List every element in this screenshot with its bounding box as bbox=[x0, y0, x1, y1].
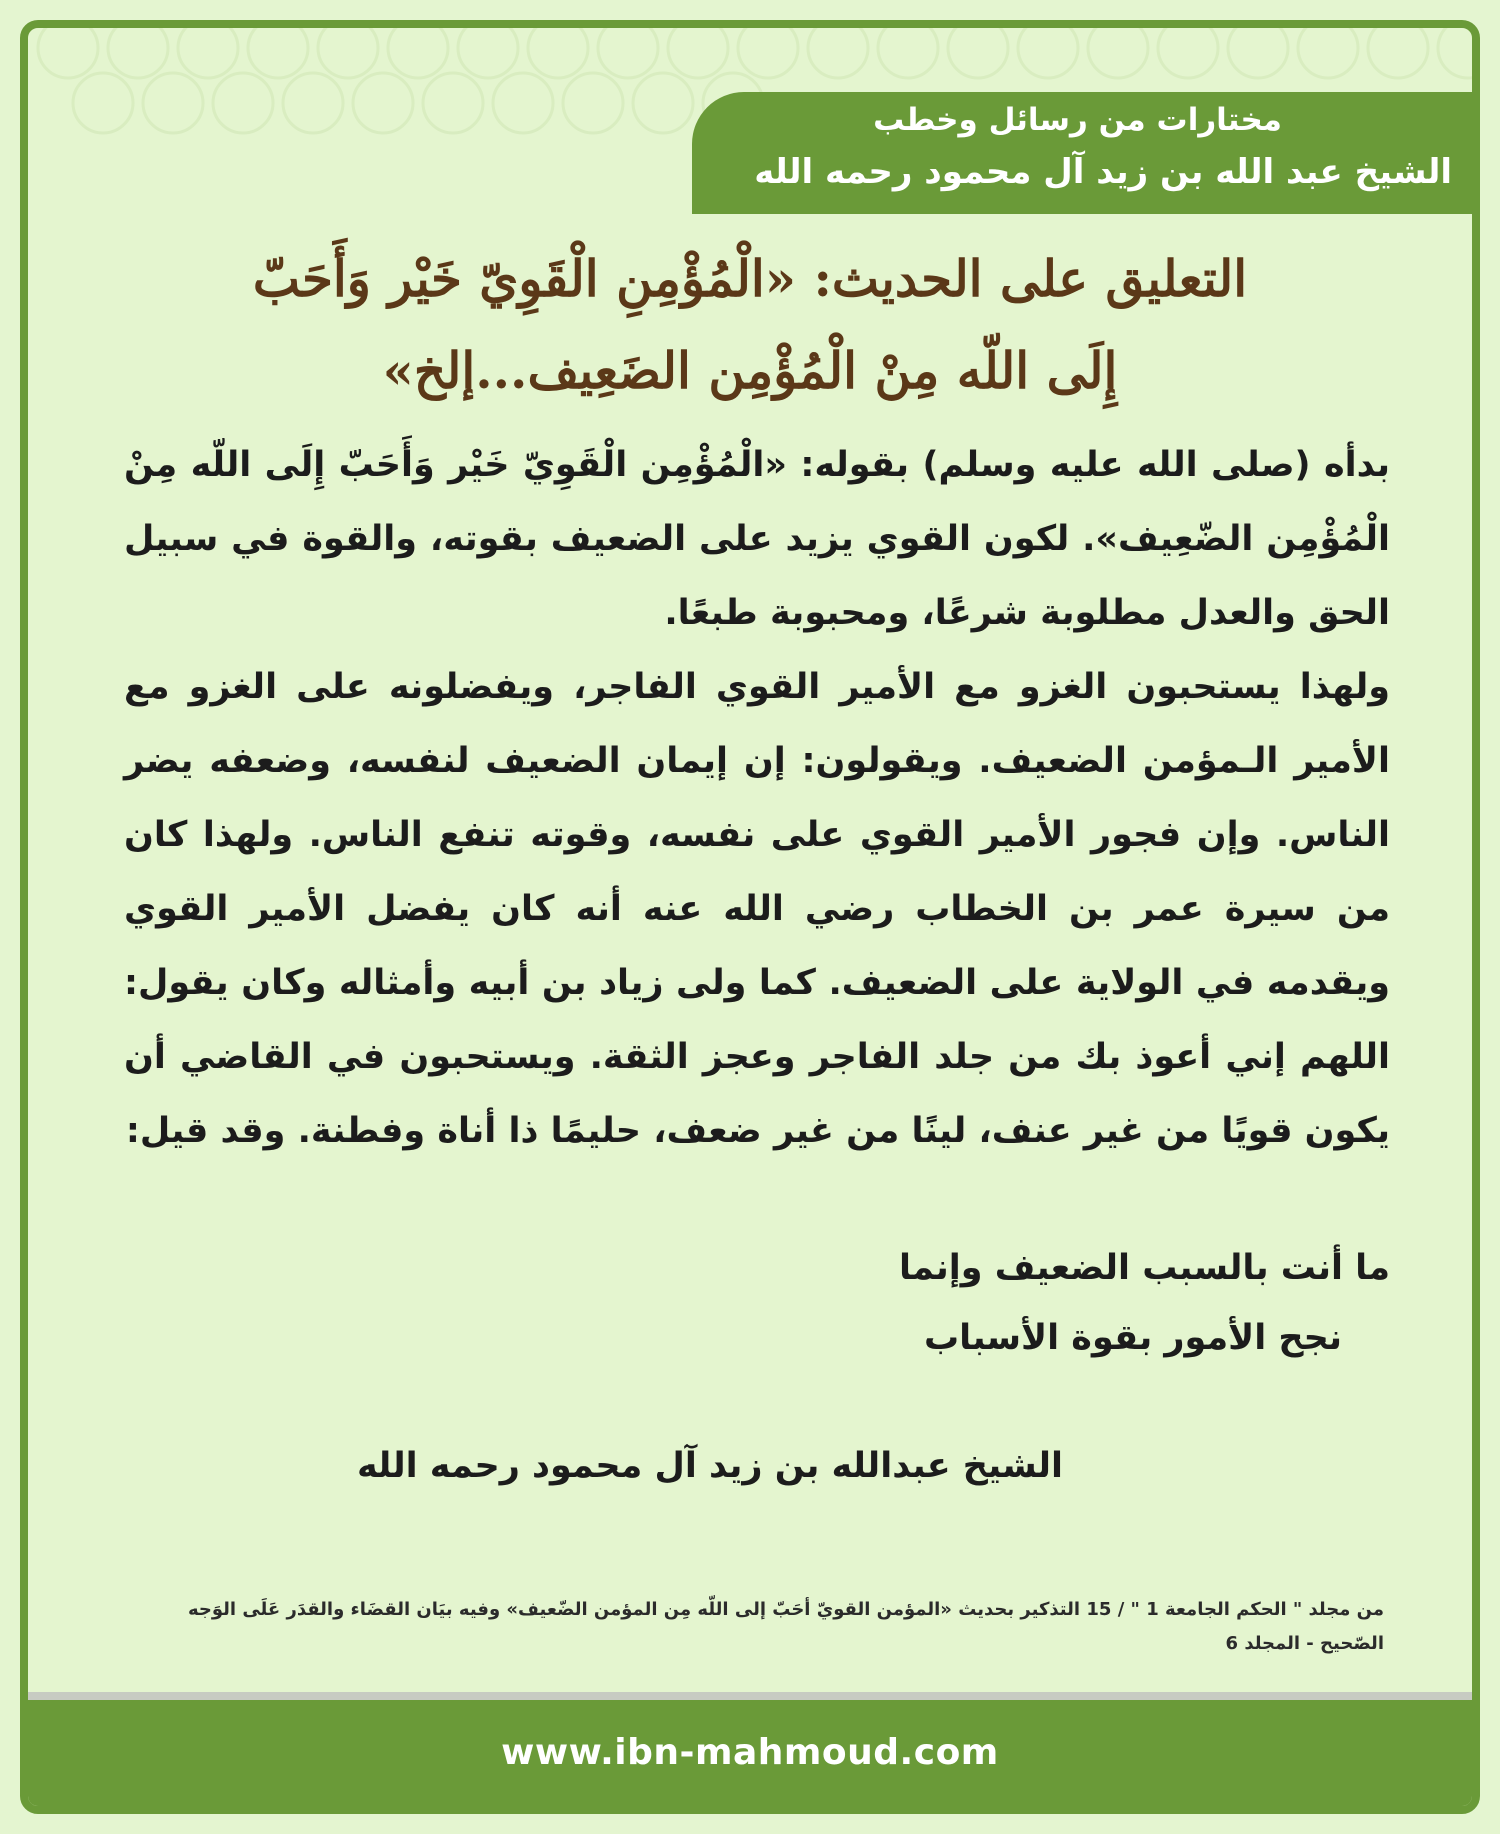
signature bbox=[28, 1446, 1472, 1486]
header-subtitle: مختارات من رسائل وخطب bbox=[873, 102, 1282, 138]
content-card bbox=[20, 20, 1480, 1814]
header-banner bbox=[692, 92, 1472, 214]
header-author: الشيخ عبد الله بن زيد آل محمود رحمه الله bbox=[754, 152, 1452, 192]
title-line-2: إِلَى اللّه مِنْ الْمُؤْمِن الضَعِيف...إلخ» bbox=[382, 341, 1118, 400]
footer bbox=[28, 1700, 1472, 1814]
title-line-1: التعليق على الحديث: «الْمُؤْمِنِ الْقَوِيّ خَيْر وَأَحَبّ bbox=[252, 249, 1248, 308]
paragraph-2: ولهذا يستحبون الغزو مع الأمير القوي الفاجر، ويفضلونه على الغزو مع الأمير الـمؤمن الضعيف. ويقولون: إن إيمان الضعيف لنفسه، وضعفه يضر الناس. وإن فجور الأمير القوي على نفسه، وقوته تنفع الناس. ولهذا كان من سيرة عمر بن الخطاب رضي الله عنه أنه كان يفضل الأمير القوي ويقدمه في الولاية على الضعيف. كما ولى زياد بن أبيه وأمثاله وكان يقول: اللهم إني أعوذ بك من جلد الفاجر وعجز الثقة. ويستحبون في القاضي أن يكون قويًا من غير عنف، لينًا من غير ضعف، حليمًا ذا أناة وفطنة. وقد قيل: bbox=[124, 667, 1390, 1151]
page-title bbox=[88, 233, 1412, 417]
signature-text: الشيخ عبدالله بن زيد آل محمود رحمه الله bbox=[356, 1446, 1064, 1486]
poem-verse-1: ما أنت بالسبب الضعيف وإنما bbox=[899, 1248, 1390, 1288]
poem-verse-2: نجح الأمور بقوة الأسباب bbox=[924, 1318, 1342, 1358]
footer-divider bbox=[28, 1692, 1472, 1700]
website-link[interactable]: www.ibn-mahmoud.com bbox=[501, 1732, 999, 1773]
source-citation: من مجلد " الحكم الجامعة 1 " / 15 التذكير بحديث «المؤمن القويّ أحَبّ إلى اللّه مِن المؤمن الضّعيف» وفيه بيَان القضَاء والقدَر عَلَى الوَجه الصّحيح - المجلد 6 bbox=[187, 1599, 1384, 1654]
poem bbox=[899, 1233, 1390, 1373]
paragraph-1: بدأه (صلى الله عليه وسلم) بقوله: «الْمُؤْمِن الْقَوِيّ خَيْر وَأَحَبّ إِلَى اللّه مِنْ الْمُؤْمِن الضّعِيف». لكون القوي يزيد على الضعيف بقوته، والقوة في سبيل الحق والعدل مطلوبة شرعًا، ومحبوبة طبعًا. bbox=[124, 445, 1390, 633]
article-body bbox=[124, 428, 1390, 1168]
